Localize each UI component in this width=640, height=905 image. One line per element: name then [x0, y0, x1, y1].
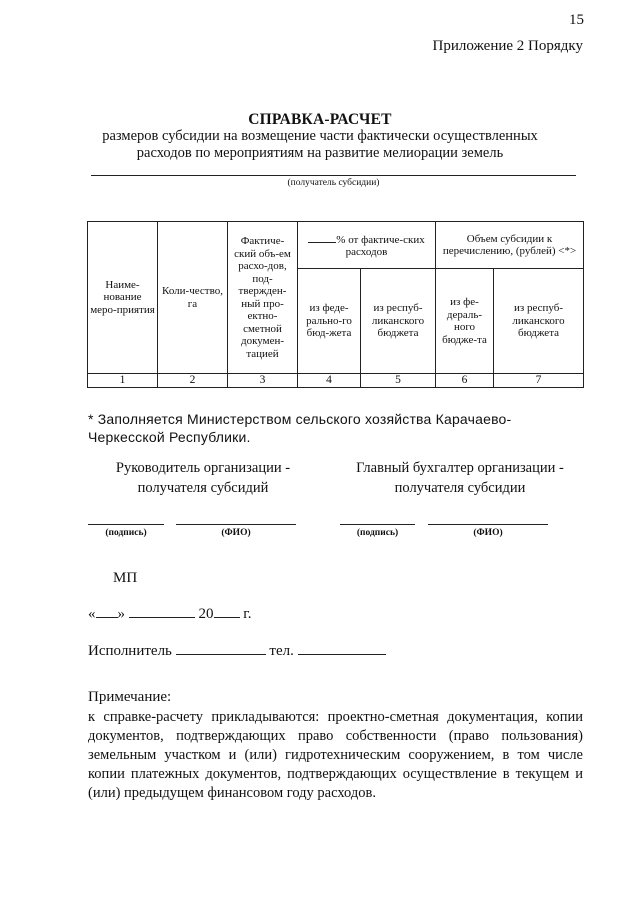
column-number: 5: [361, 374, 436, 388]
column-number: 7: [494, 374, 584, 388]
date-close-quote: »: [117, 606, 125, 622]
phone-blank[interactable]: [298, 642, 386, 655]
head-signature-line[interactable]: [88, 524, 164, 525]
header-quantity: Коли-чество, га: [158, 222, 228, 374]
document-title: СПРАВКА-РАСЧЕТ: [248, 111, 392, 128]
accountant-fio-line[interactable]: [428, 524, 548, 525]
accountant-signature-title: Главный бухгалтер организации - получателя субсидии: [356, 460, 564, 496]
head-signature-caption: (подпись): [105, 528, 147, 538]
column-number: 1: [88, 374, 158, 388]
column-number: 6: [436, 374, 494, 388]
day-blank[interactable]: [96, 605, 118, 618]
percent-blank[interactable]: [308, 232, 336, 243]
recipient-caption: (получатель субсидии): [287, 178, 380, 188]
header-volume-group: Объем субсидии к перечислению, (рублей) <*>: [436, 222, 584, 269]
header-percent-group: % от фактиче-ских расходов: [298, 222, 436, 269]
year-prefix: 20: [198, 606, 214, 622]
note-body: к справке-расчету прикладываются: проектно-сметная документация, копии документов, подтверждающих право собственности (право пользования) земельным участком и (или) гидротехническим сооружением, в том числе копии платежных документов, подтверждающих осуществление в текущем и (или) предыдущем финансовом году расходов.: [88, 709, 583, 801]
header-federal-percent: из феде-рально-го бюд-жета: [298, 269, 361, 374]
document-subtitle: размеров субсидии на возмещение части фактически осуществленных расходов по мероприятиям на развитие мелиорации земель: [102, 128, 538, 161]
page-number: 15: [569, 12, 584, 28]
header-federal-volume: из фе-дераль-ного бюдже-та: [436, 269, 494, 374]
accountant-signature-line[interactable]: [340, 524, 415, 525]
column-number: 2: [158, 374, 228, 388]
header-republic-percent: из респуб-ликанского бюджета: [361, 269, 436, 374]
column-number: 4: [298, 374, 361, 388]
appendix-label: Приложение 2 Порядку: [432, 38, 583, 54]
stamp-label: МП: [113, 570, 138, 586]
executor-line: [88, 642, 386, 660]
column-number: 3: [228, 374, 298, 388]
year-suffix: г.: [243, 606, 252, 622]
calculation-table: [87, 221, 584, 388]
accountant-signature-caption: (подпись): [356, 528, 399, 538]
accountant-fio-caption: (ФИО): [473, 528, 503, 538]
head-fio-caption: (ФИО): [221, 528, 251, 538]
header-event-name: Наиме-нование меро-приятия: [88, 222, 158, 374]
executor-blank[interactable]: [176, 642, 266, 655]
month-blank[interactable]: [129, 605, 195, 618]
date-open-quote: «: [88, 606, 96, 622]
footnote: * Заполняется Министерством сельского хозяйства Карачаево-Черкесской Республики.: [88, 411, 512, 445]
note-heading: Примечание:: [88, 689, 172, 705]
head-fio-line[interactable]: [176, 524, 296, 525]
executor-label: Исполнитель: [88, 643, 172, 659]
header-republic-volume: из респуб-ликанского бюджета: [494, 269, 584, 374]
header-actual-expenses: Фактиче-ский объ-ем расхо-дов, под-твержден-ный про-ектно-сметной докумен-тацией: [228, 222, 298, 374]
head-signature-title: Руководитель организации - получателя субсидий: [115, 460, 291, 496]
phone-label: тел.: [269, 643, 294, 659]
year-blank[interactable]: [214, 605, 240, 618]
recipient-line[interactable]: [91, 175, 576, 176]
date-line: [88, 605, 251, 623]
